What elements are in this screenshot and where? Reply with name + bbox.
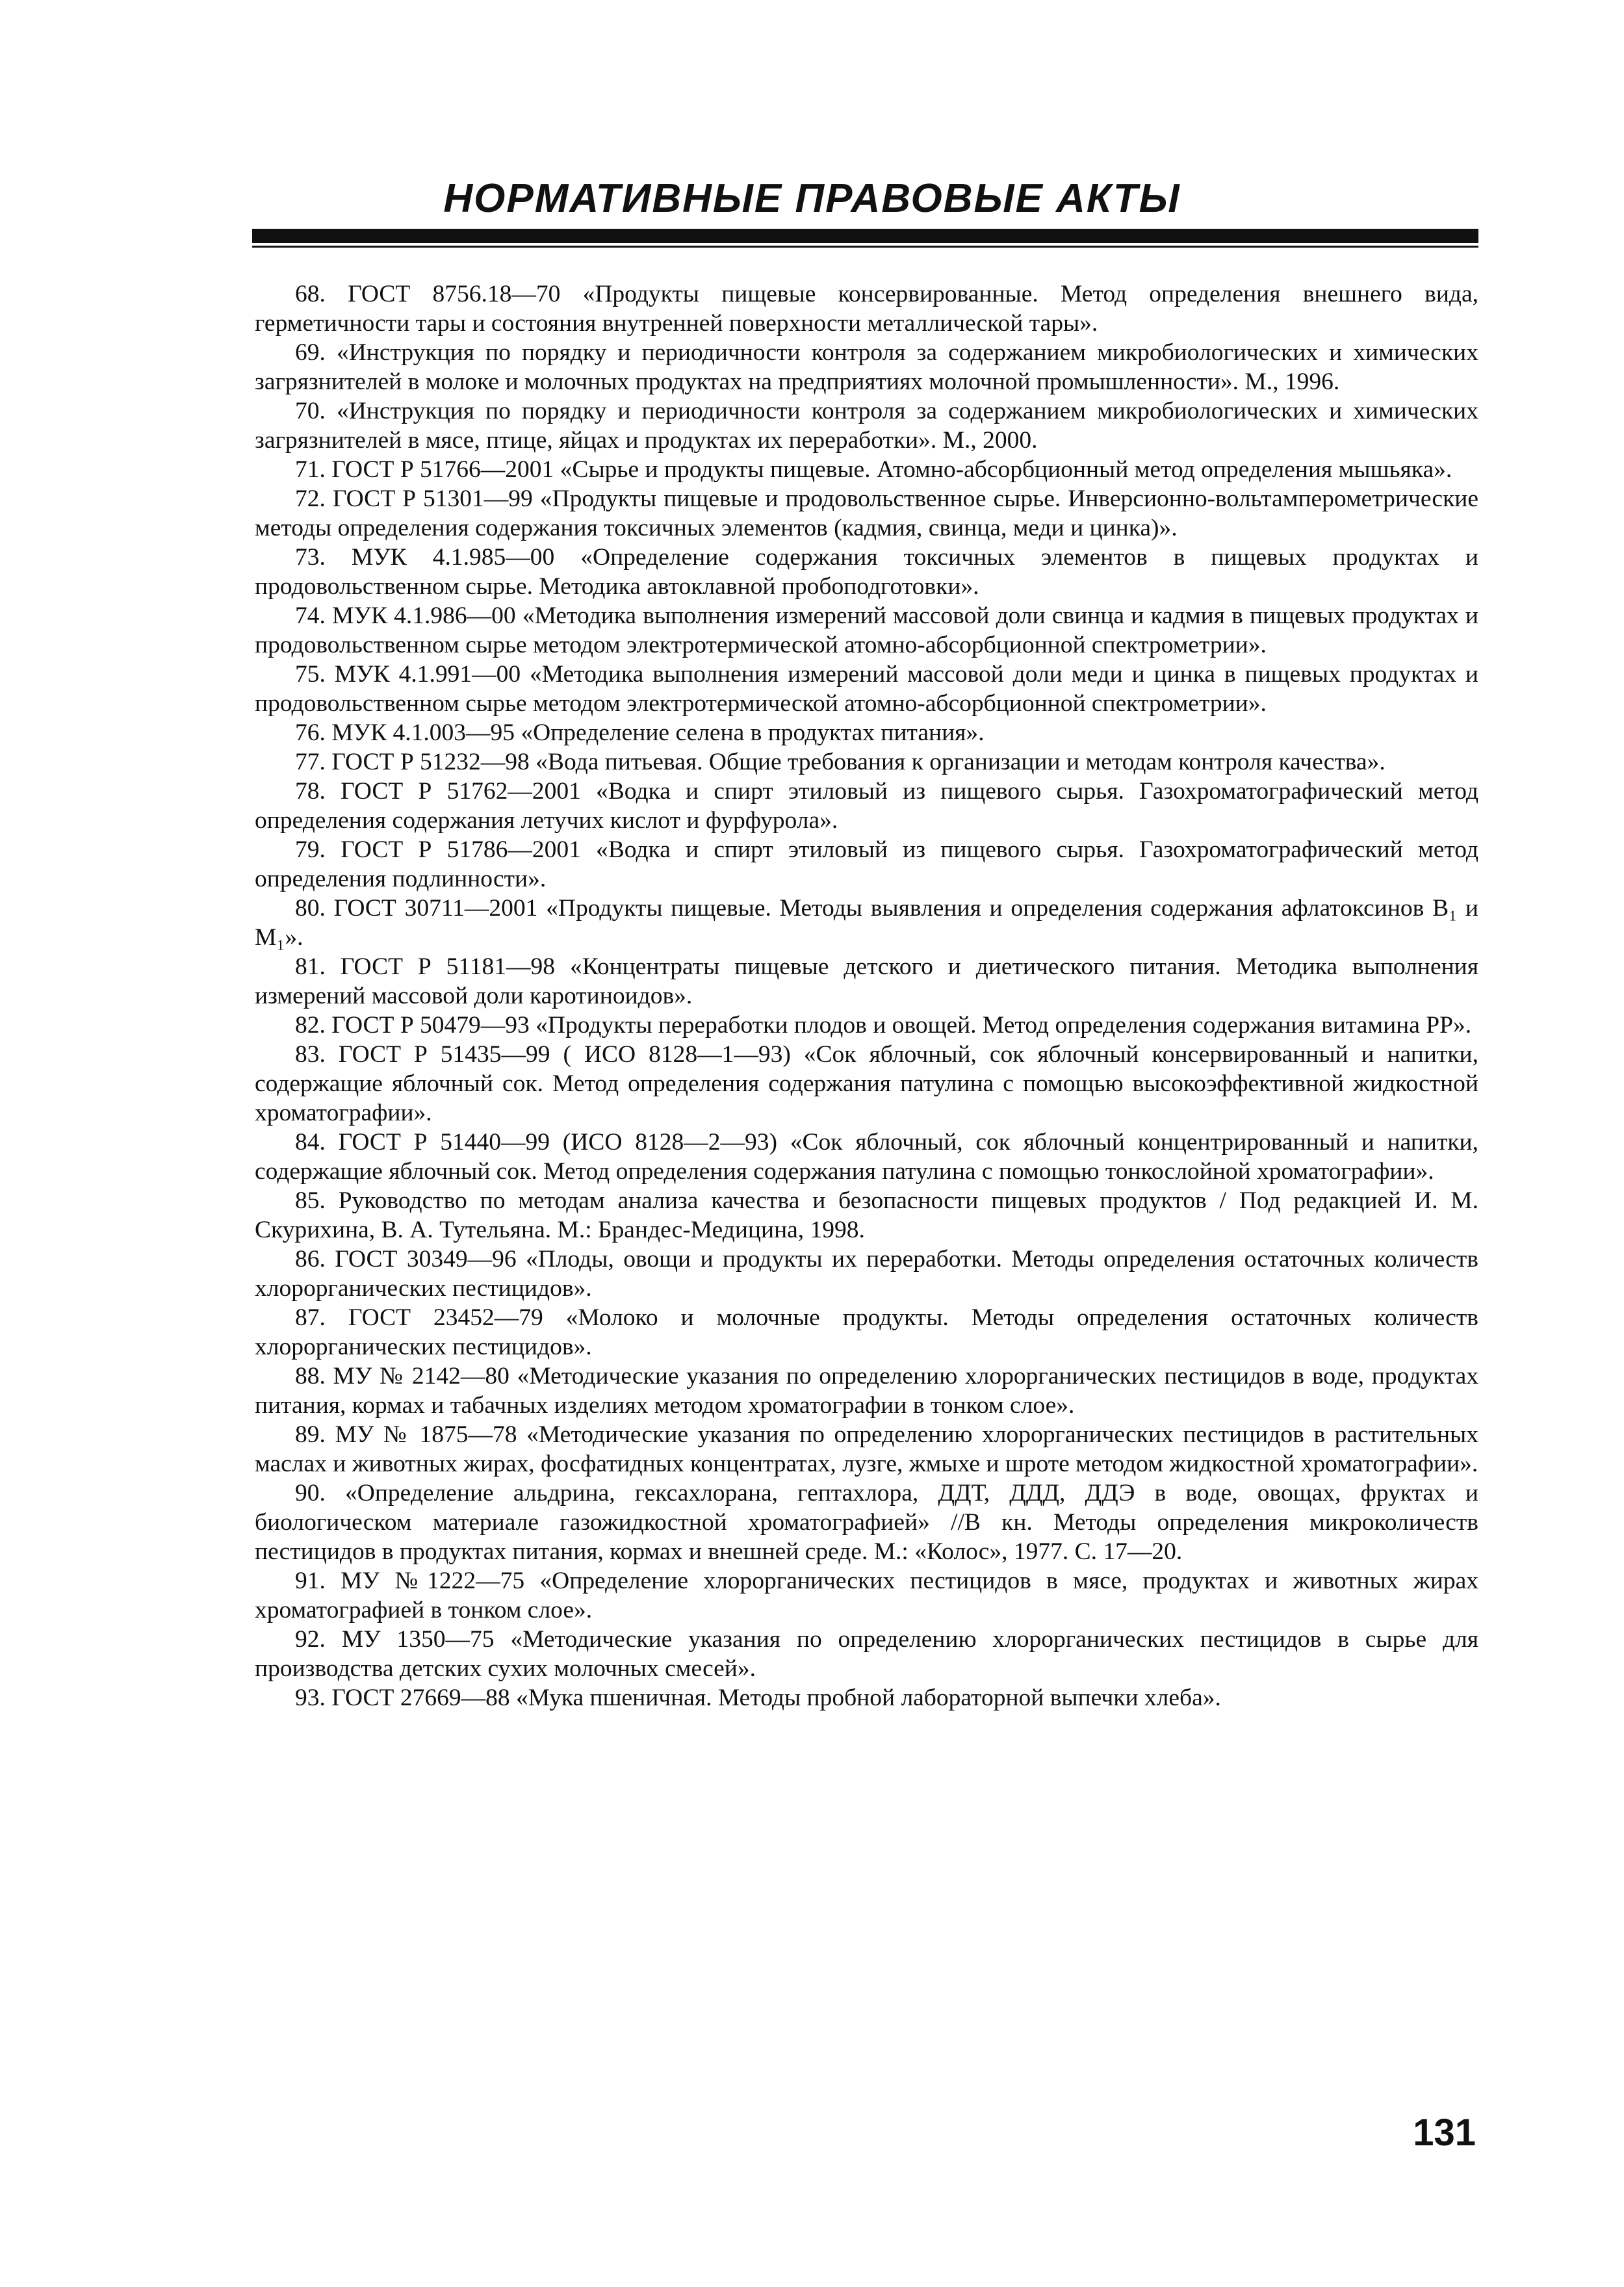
reference-item: 73. МУК 4.1.985—00 «Определение содержания токсичных элементов в пищевых продуктах и продовольственном сырье. Методика автоклавной пробоподготовки».	[255, 544, 1478, 600]
reference-item: 91. МУ №1222—75 «Определение хлорорганических пестицидов в мясе, продуктах и животных жирах хроматографией в тонком слое».	[255, 1568, 1478, 1623]
reference-item: 92. МУ 1350—75 «Методические указания по определению хлорорганических пестицидов в сырье для производства детских сухих молочных смесей».	[255, 1626, 1478, 1682]
reference-item: 71. ГОСТ Р 51766—2001 «Сырье и продукты пищевые. Атомно-абсорбционный метод определения мышьяка».	[295, 456, 1452, 483]
reference-item: 82. ГОСТ Р 50479—93 «Продукты переработки плодов и овощей. Метод определения содержания витамина PP».	[295, 1012, 1472, 1039]
reference-item: 69. «Инструкция по порядку и периодичности контроля за содержанием микробиологических и химических загрязнителей в молоке и молочных продуктах на предприятиях молочной промышленности». М., 1996.	[255, 339, 1478, 395]
reference-list	[255, 279, 1478, 1712]
reference-item: 85. Руководство по методам анализа качества и безопасности пищевых продуктов / Под редакцией И. М. Скурихина, В. А. Тутельяна. М.: Брандес-Медицина, 1998.	[255, 1187, 1478, 1243]
reference-item: 74. МУК 4.1.986—00 «Методика выполнения измерений массовой доли свинца и кадмия в пищевых продуктах и продовольственном сырье методом электротермической атомно-абсорбционной спектрометрии».	[255, 602, 1478, 658]
reference-item: 84. ГОСТ Р 51440—99 (ИСО 8128—2—93) «Сок яблочный, сок яблочный концентрированный и напитки, содержащие яблочный сок. Метод определения содержания патулина с помощью тонкослойной хроматографии».	[255, 1129, 1478, 1185]
reference-item: 88. МУ № 2142—80 «Методические указания по определению хлорорганических пестицидов в воде, продуктах питания, кормах и табачных изделиях методом хроматографии в тонком слое».	[255, 1363, 1478, 1419]
reference-item: 83. ГОСТ Р 51435—99 ( ИСО 8128—1—93) «Сок яблочный, сок яблочный консервированный и напитки, содержащие яблочный сок. Метод определения содержания патулина с помощью высокоэффективной жидкостной хроматографии».	[255, 1041, 1478, 1126]
reference-item: 81. ГОСТ Р 51181—98 «Концентраты пищевые детского и диетического питания. Методика выполнения измерений массовой доли каротиноидов».	[255, 953, 1478, 1009]
running-header-title: НОРМАТИВНЫЕ ПРАВОВЫЕ АКТЫ	[443, 176, 1181, 221]
page-number: 131	[1413, 2112, 1476, 2154]
reference-item: 76. МУК 4.1.003—95 «Определение селена в продуктах питания».	[295, 719, 985, 746]
reference-item: 77. ГОСТ Р 51232—98 «Вода питьевая. Общие требования к организации и методам контроля качества».	[295, 749, 1386, 775]
reference-item: 68. ГОСТ 8756.18—70 «Продукты пищевые консервированные. Метод определения внешнего вида, герметичности тары и состояния внутренней поверхности металлической тары».	[255, 281, 1478, 337]
reference-item: 79. ГОСТ Р 51786—2001 «Водка и спирт этиловый из пищевого сырья. Газохроматографический метод определения подлинности».	[255, 836, 1478, 892]
reference-item: 90. «Определение альдрина, гексахлорана, гептахлора, ДДТ, ДДД, ДДЭ в воде, овощах, фруктах и биологическом материале газожидкостной хроматографией» //В кн. Методы определения микроколичеств пестицидов в продуктах питания, кормах и внешней среде. М.: «Колос», 1977. С. 17—20.	[255, 1480, 1478, 1565]
header-rule	[252, 229, 1478, 243]
reference-item: 78. ГОСТ Р 51762—2001 «Водка и спирт этиловый из пищевого сырья. Газохроматографический метод определения содержания летучих кислот и фурфурола».	[255, 778, 1478, 834]
reference-item: 70. «Инструкция по порядку и периодичности контроля за содержанием микробиологических и химических загрязнителей в мясе, птице, яйцах и продуктах их переработки». М., 2000.	[255, 398, 1478, 454]
reference-item: 86. ГОСТ 30349—96 «Плоды, овощи и продукты их переработки. Методы определения остаточных количеств хлорорганических пестицидов».	[255, 1246, 1478, 1302]
header-rule-underline	[252, 246, 1478, 248]
reference-item: 93. ГОСТ 27669—88 «Мука пшеничная. Методы пробной лабораторной выпечки хлеба».	[295, 1685, 1221, 1711]
reference-item: 72. ГОСТ Р 51301—99 «Продукты пищевые и продовольственное сырье. Инверсионно-вольтамперометрические методы определения содержания токсичных элементов (кадмия, свинца, меди и цинка)».	[255, 485, 1478, 541]
reference-item: 89. МУ № 1875—78 «Методические указания по определению хлорорганических пестицидов в растительных маслах и животных жирах, фосфатидных концентратах, лузге, жмыхе и шроте методом жидкостной хроматографии».	[255, 1421, 1478, 1477]
reference-item: 80. ГОСТ 30711—2001 «Продукты пищевые. Методы выявления и определения содержания афлатоксинов B₁ и M₁».	[255, 895, 1478, 951]
reference-item: 75. МУК 4.1.991—00 «Методика выполнения измерений массовой доли меди и цинка в пищевых продуктах и продовольственном сырье методом электротермической атомно-абсорбционной спектрометрии».	[255, 661, 1478, 717]
reference-item: 87. ГОСТ 23452—79 «Молоко и молочные продукты. Методы определения остаточных количеств хлорорганических пестицидов».	[255, 1304, 1478, 1360]
